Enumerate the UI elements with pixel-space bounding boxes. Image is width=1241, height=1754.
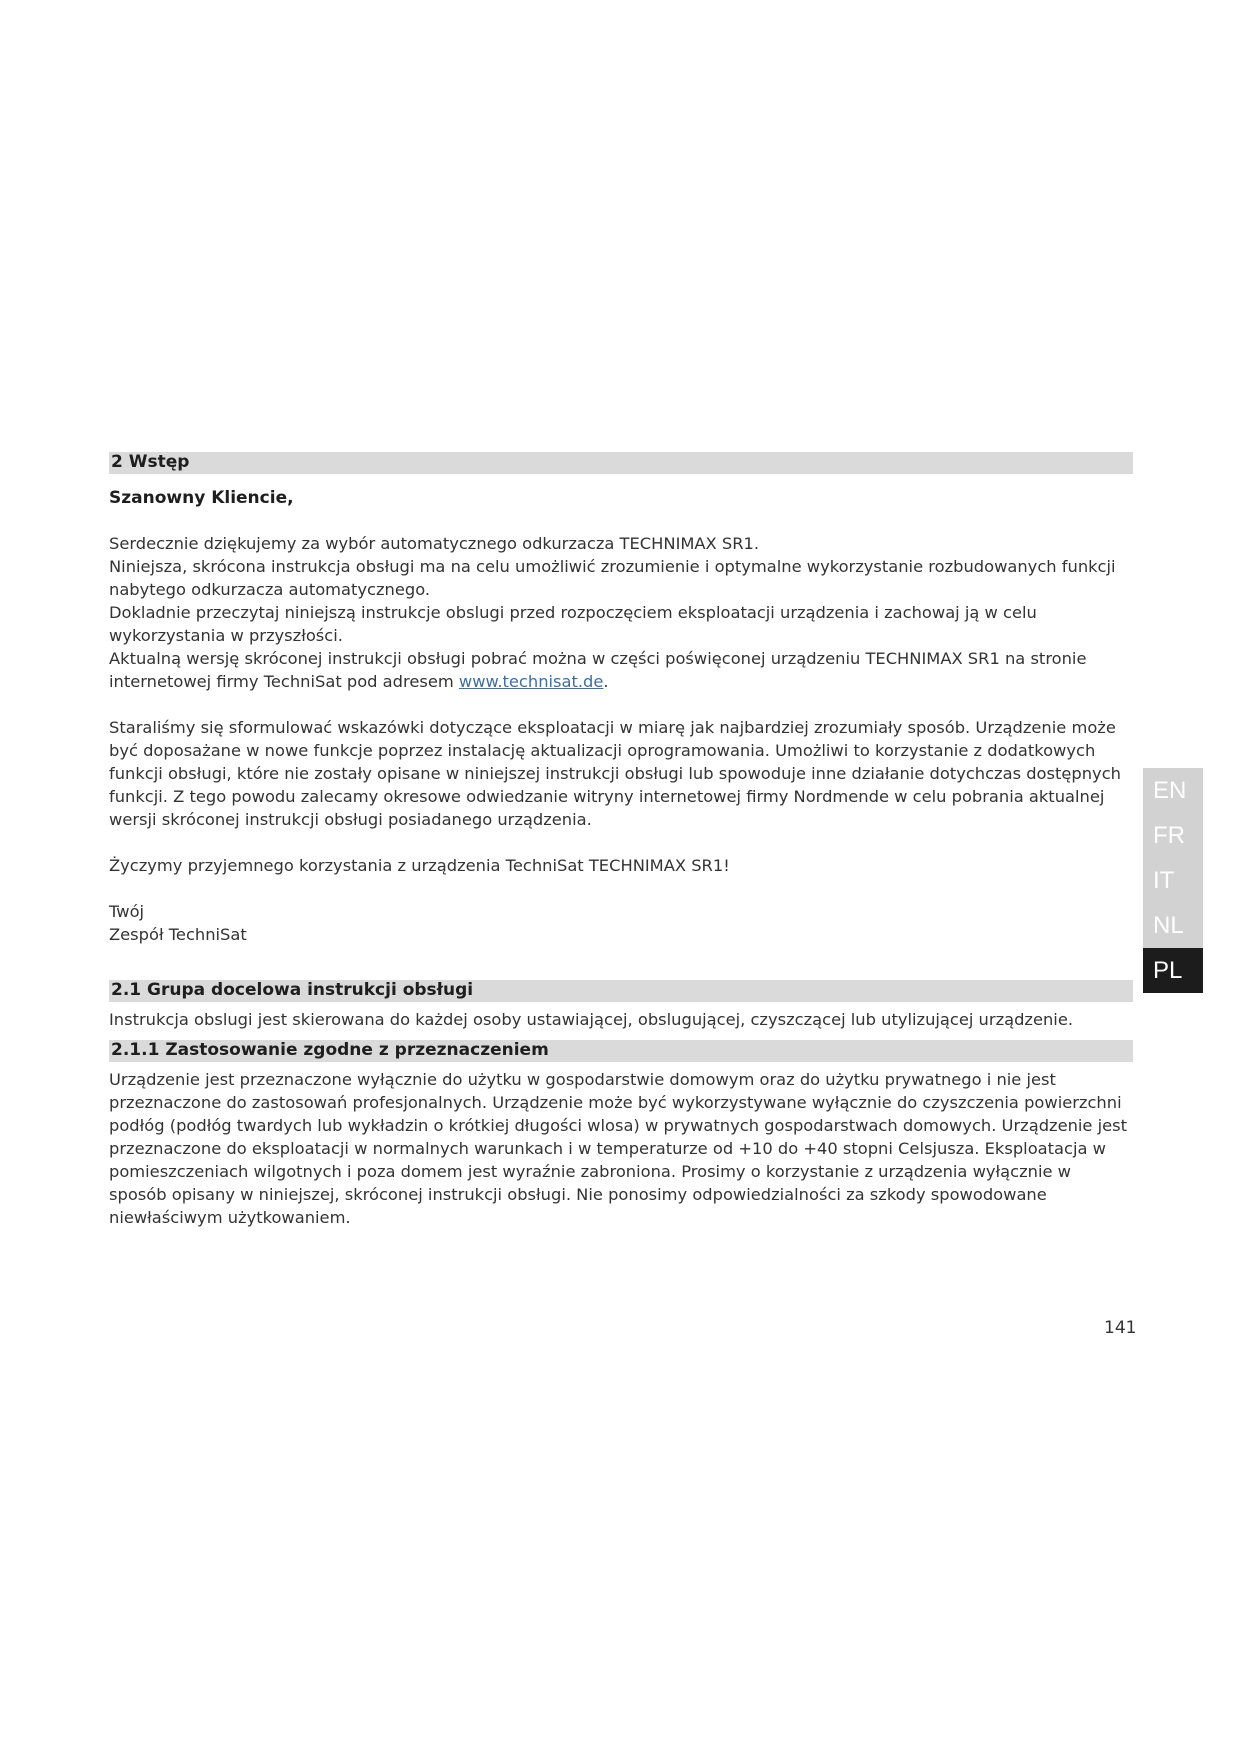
- section-heading-target-group: 2.1 Grupa docelowa instrukcji obsługi: [109, 980, 1133, 1002]
- language-tab-it[interactable]: IT: [1143, 858, 1203, 903]
- closing-line: Zespół TechniSat: [109, 925, 247, 944]
- wishes-paragraph: [109, 854, 1133, 877]
- updates-text: Staraliśmy się sformulować wskazówki dotyczące eksploatacji w miarę jak najbardziej zrozumiały sposób. Urządzenie może być doposażane w nowe funkcje poprzez instalację aktualizacji oprogramowania. Umożliwi to korzystanie z dodatkowych funkcji obsługi, które nie zostały opisane w niniejszej instrukcji obsługi lub spowoduje inne działanie dotychczas dostępnych funkcji. Z tego powodu zalecamy okresowe odwiedzanie witryny internetowej firmy Nordmende w celu pobrania aktualnej wersji skróconej instrukcji obsługi posiadanego urządzenia.: [109, 718, 1121, 829]
- manual-page-content: [109, 452, 1133, 1229]
- technisat-link[interactable]: www.technisat.de: [458, 672, 604, 691]
- language-tab-nl[interactable]: NL: [1143, 903, 1203, 948]
- salutation: Szanowny Kliencie,: [109, 488, 294, 508]
- target-group-text: Instrukcja obslugi jest skierowana do każdej osoby ustawiającej, obslugującej, czyszczącej lub utylizującej urządzenie.: [109, 1010, 1074, 1029]
- updates-paragraph: [109, 716, 1133, 831]
- language-tab-pl[interactable]: PL: [1143, 948, 1203, 993]
- closing-signature: [109, 900, 1133, 946]
- intro-line: Serdecznie dziękujemy za wybór automatycznego odkurzacza TECHNIMAX SR1.: [109, 534, 760, 553]
- language-tab-en[interactable]: EN: [1143, 768, 1203, 813]
- intro-line: Dokladnie przeczytaj niniejszą instrukcje obslugi przed rozpoczęciem eksploatacji urządzenia i zachowaj ją w celu wykorzystania w przyszłości.: [109, 603, 1037, 645]
- intro-line: Niniejsza, skrócona instrukcja obsługi ma na celu umożliwić zrozumienie i optymalne wykorzystanie rozbudowanych funkcji nabytego odkurzacza automatycznego.: [109, 557, 1116, 599]
- page-number: 141: [1104, 1318, 1137, 1338]
- intended-use-paragraph: [109, 1068, 1133, 1229]
- section-heading-intended-use: 2.1.1 Zastosowanie zgodne z przeznaczeniem: [109, 1040, 1133, 1062]
- section-heading-wstep: 2 Wstęp: [109, 452, 1133, 474]
- intro-line: [109, 647, 1133, 693]
- download-text: Aktualną wersję skróconej instrukcji obsługi pobrać można w części poświęconej urządzeniu TECHNIMAX SR1 na stronie internetowej firmy TechniSat pod adresem: [109, 649, 1087, 691]
- language-tabs: [1143, 768, 1203, 993]
- download-text-end: .: [603, 672, 609, 691]
- target-group-paragraph: [109, 1008, 1133, 1031]
- closing-line: Twój: [109, 902, 145, 921]
- language-tab-fr[interactable]: FR: [1143, 813, 1203, 858]
- intro-paragraph: [109, 532, 1133, 693]
- wishes-text: Życzymy przyjemnego korzystania z urządzenia TechniSat TECHNIMAX SR1!: [109, 856, 730, 875]
- intended-use-text: Urządzenie jest przeznaczone wyłącznie do użytku w gospodarstwie domowym oraz do użytku prywatnego i nie jest przeznaczone do zastosowań profesjonalnych. Urządzenie może być wykorzystywane wyłącznie do czyszczenia powierzchni podłóg (podłóg twardych lub wykładzin o krótkiej długości wlosa) w prywatnych gospodarstwach domowych. Urządzenie jest przeznaczone do eksploatacji w normalnych warunkach i w temperaturze od +10 do +40 stopni Celsjusza. Eksploatacja w pomieszczeniach wilgotnych i poza domem jest wyraźnie zabroniona. Prosimy o korzystanie z urządzenia wyłącznie w sposób opisany w niniejszej, skróconej instrukcji obsługi. Nie ponosimy odpowiedzialności za szkody spowodowane niewłaściwym użytkowaniem.: [109, 1070, 1128, 1227]
